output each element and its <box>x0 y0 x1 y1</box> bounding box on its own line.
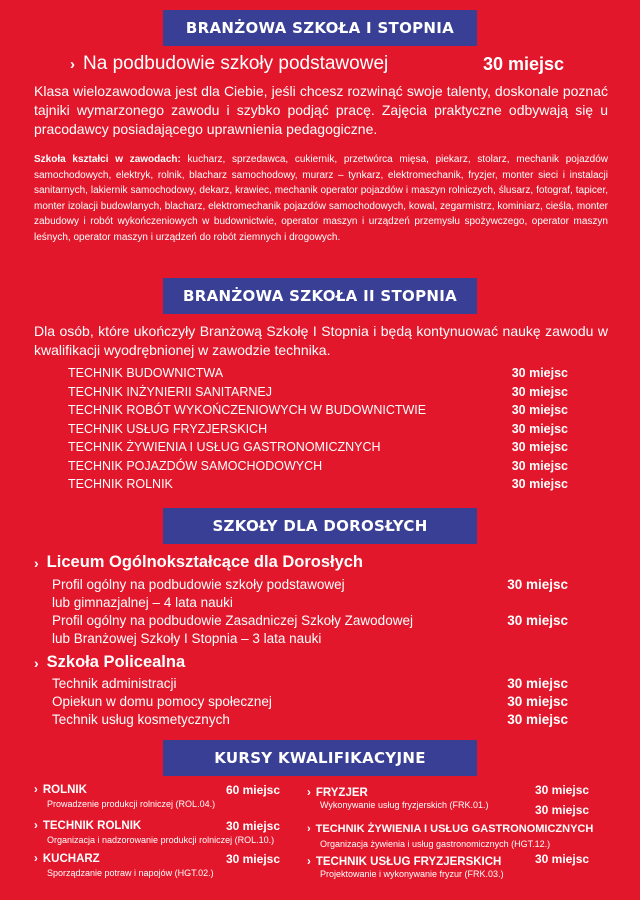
course-name: TECHNIK USŁUG FRYZJERSKICH <box>315 856 502 868</box>
sp-heading <box>34 653 185 672</box>
course-qualification: Organizacja i nadzorowanie produkcji rolniczej (ROL.10.) <box>47 835 275 845</box>
list-item <box>68 366 568 380</box>
course-name: FRYZJER <box>315 787 368 799</box>
sp-item <box>52 712 568 727</box>
sp-item-slots: 30 miejsc <box>507 676 568 691</box>
lo-item-line1: Profil ogólny na podbudowie szkoły podstawowej <box>52 577 345 592</box>
course-qualification: Projektowanie i wykonywanie fryzur (FRK.03.) <box>320 869 504 879</box>
item-name: TECHNIK POJAZDÓW SAMOCHODOWYCH <box>68 458 323 473</box>
course-item <box>34 819 280 845</box>
subhead-slots: 30 miejsc <box>483 53 565 74</box>
section-title: SZKOŁY DLA DOROSŁYCH <box>212 517 428 535</box>
lo-heading <box>34 553 363 572</box>
subhead-text: Na podbudowie szkoły podstawowej <box>83 53 389 74</box>
course-name: TECHNIK ROLNIK <box>42 820 142 832</box>
section-title: BRANŻOWA SZKOŁA II STOPNIA <box>182 287 458 305</box>
list-item <box>68 385 568 399</box>
course-slots: 30 miejsc <box>225 852 280 866</box>
item-slots: 30 miejsc <box>511 384 568 399</box>
professions-list: kucharz, sprzedawca, cukiernik, przetwórca mięsa, piekarz, stolarz, mechanik pojazdów samochodowych, elektryk, rolnik, blacharz samochodowy, murarz – tynkarz, elektromechanik, fryzjer, monter sieci i instalacji sanitarnych, lakiernik samochodowy, dekarz, krawiec, mechanik operator pojazdów i maszyn rolniczych, ślusarz, fotograf, tapicer, monter izolacji budowlanych, blacharz, elektromechanik pojazdów samochodowych, kowal, zegarmistrz, kominiarz, cieśla, monter zabudowy i robót wykończeniowych w budownictwie, operator maszyn i urządzeń przemysłu spożywczego, operator maszyn leśnych, operator maszyn i urządzeń do robót ziemnych i drogowych. <box>34 154 608 243</box>
item-slots: 30 miejsc <box>511 421 568 436</box>
section-title: BRANŻOWA SZKOŁA I STOPNIA <box>185 19 455 37</box>
sp-item-name: Technik usług kosmetycznych <box>52 712 230 727</box>
lo-item-line2: lub gimnazjalnej – 4 lata nauki <box>52 595 233 610</box>
professions-label: Szkoła kształci w zawodach: <box>34 154 181 165</box>
sp-item <box>52 676 568 691</box>
course-slots: 30 miejsc <box>225 819 280 833</box>
section-banner-branzowa-2 <box>163 278 477 314</box>
sp-item-name: Technik administracji <box>52 676 177 691</box>
sp-item-slots: 30 miejsc <box>507 694 568 709</box>
list-item <box>68 403 568 417</box>
course-qualification: Sporządzanie potraw i napojów (HGT.02.) <box>47 868 214 878</box>
section-banner-dorosli <box>163 508 477 544</box>
chevron-right-icon: › <box>34 554 39 571</box>
sp-title: Szkoła Policealna <box>46 653 186 671</box>
item-name: TECHNIK BUDOWNICTWA <box>68 366 224 380</box>
item-name: TECHNIK ROBÓT WYKOŃCZENIOWYCH W BUDOWNICTWIE <box>68 403 427 417</box>
chevron-right-icon: › <box>307 856 311 868</box>
lo-item-slots: 30 miejsc <box>507 577 568 592</box>
list-item <box>68 422 568 436</box>
lo-item <box>52 576 568 612</box>
item-name: TECHNIK USŁUG FRYZJERSKICH <box>68 421 268 436</box>
list-item <box>68 440 568 454</box>
chevron-right-icon: › <box>70 55 75 73</box>
sp-item <box>52 694 568 709</box>
course-item <box>307 852 607 879</box>
course-slots: 60 miejsc <box>225 783 280 797</box>
lo-item <box>52 612 568 648</box>
section-title: KURSY KWALIFIKACYJNE <box>214 749 426 767</box>
course-slots: 30 miejsc <box>535 783 590 797</box>
item-name: TECHNIK INŻYNIERII SANITARNEJ <box>68 384 272 399</box>
item-slots: 30 miejsc <box>511 403 568 417</box>
lo-item-line2: lub Branżowej Szkoły I Stopnia – 3 lata nauki <box>52 631 322 646</box>
item-name: TECHNIK ŻYWIENIA I USŁUG GASTRONOMICZNYCH <box>68 440 381 454</box>
course-slots: 30 miejsc <box>535 803 590 817</box>
chevron-right-icon: › <box>34 820 38 832</box>
lo-title: Liceum Ogólnokształcące dla Dorosłych <box>46 553 364 571</box>
course-item <box>34 783 280 809</box>
item-slots: 30 miejsc <box>511 477 568 491</box>
course-slots: 30 miejsc <box>535 852 590 866</box>
section-banner-kursy <box>163 740 477 776</box>
course-qualification: Prowadzenie produkcji rolniczej (ROL.04.) <box>47 799 216 809</box>
item-slots: 30 miejsc <box>511 366 568 380</box>
lo-item-slots: 30 miejsc <box>507 613 568 628</box>
item-slots: 30 miejsc <box>511 440 568 454</box>
subhead-row <box>70 52 590 76</box>
item-slots: 30 miejsc <box>511 458 568 473</box>
course-name: ROLNIK <box>42 784 87 796</box>
section-banner-branzowa-1 <box>163 10 477 46</box>
course-name: TECHNIK ŻYWIENIA I USŁUG GASTRONOMICZNYCH <box>315 823 594 835</box>
chevron-right-icon: › <box>307 787 311 799</box>
list-item <box>68 459 568 473</box>
course-item <box>34 852 280 878</box>
intro-paragraph: Klasa wielozawodowa jest dla Ciebie, jeśli chcesz rozwinąć swoje talenty, doskonale poznać tajniki wymarzonego zawodu i szybko podjąć pracę. Zajęcia praktyczne odbywają się u pracodawcy posiadającego uprawnienia pedagogiczne. <box>34 83 608 137</box>
sp-item-name: Opiekun w domu pomocy społecznej <box>52 694 272 709</box>
chevron-right-icon: › <box>34 784 38 796</box>
course-qualification: Wykonywanie usług fryzjerskich (FRK.01.) <box>320 800 489 810</box>
professions-paragraph <box>34 152 608 245</box>
lo-item-line1: Profil ogólny na podbudowie Zasadniczej Szkoły Zawodowej <box>52 613 413 628</box>
list-item <box>68 477 568 491</box>
chevron-right-icon: › <box>307 823 311 835</box>
chevron-right-icon: › <box>34 654 39 671</box>
course-qualification: Organizacja żywienia i usług gastronomicznych (HGT.12.) <box>320 839 551 849</box>
course-item <box>307 803 617 849</box>
sp-item-slots: 30 miejsc <box>507 712 568 727</box>
item-name: TECHNIK ROLNIK <box>68 477 173 491</box>
s2-intro-paragraph: Dla osób, które ukończyły Branżową Szkołę I Stopnia i będą kontynuować naukę zawodu w kwalifikacji wyodrębnionej w zawodzie technika. <box>34 323 608 358</box>
course-name: KUCHARZ <box>42 853 100 865</box>
chevron-right-icon: › <box>34 853 38 865</box>
